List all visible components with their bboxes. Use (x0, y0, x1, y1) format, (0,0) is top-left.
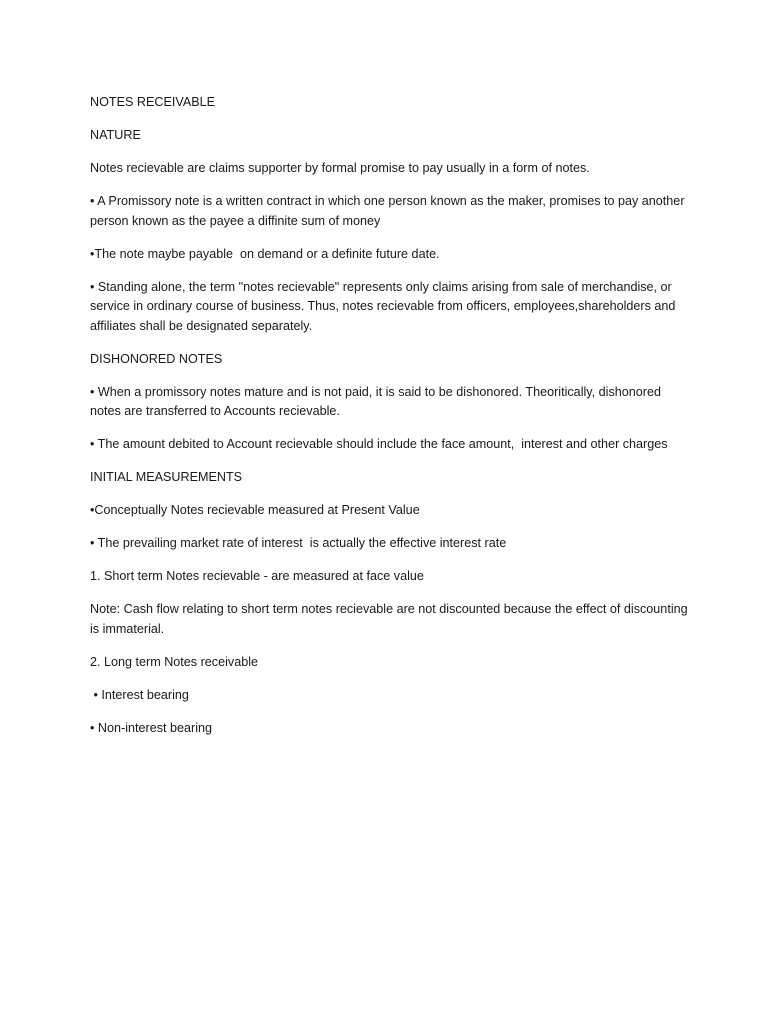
paragraph: Notes recievable are claims supporter by formal promise to pay usually in a form of notes. (90, 161, 590, 175)
bullet-item: • Interest bearing (90, 687, 189, 702)
numbered-item: 2. Long term Notes receivable (90, 654, 259, 669)
section-heading-dishonored-notes: DISHONORED NOTES (90, 351, 223, 366)
bullet-item: • The amount debited to Account recievable should include the face amount, interest and other charges (90, 437, 668, 451)
bullet-item: •Conceptually Notes recievable measured at Present Value (90, 503, 420, 517)
document-body (90, 93, 690, 752)
section-heading-nature: NATURE (90, 128, 141, 142)
bullet-item: • When a promissory notes mature and is not paid, it is said to be dishonored. Theoritically, dishonored notes are transferred to Accounts recievable. (90, 384, 665, 418)
section-heading-initial-measurements: INITIAL MEASUREMENTS (90, 470, 243, 484)
bullet-item: • Non-interest bearing (90, 720, 213, 735)
bullet-item: • Standing alone, the term "notes recievable" represents only claims arising from sale of merchandise, or service in ordinary course of business. Thus, notes recievable from officers, employees,shareholders and affiliates shall be designated separately. (90, 279, 679, 333)
bullet-item: • The prevailing market rate of interest is actually the effective interest rate (90, 536, 507, 550)
bullet-item: •The note maybe payable on demand or a definite future date. (90, 246, 440, 261)
note-paragraph: Note: Cash flow relating to short term notes recievable are not discounted because the effect of discounting is immaterial. (90, 602, 692, 636)
bullet-item: • A Promissory note is a written contract in which one person known as the maker, promises to pay another person known as the payee a diffinite sum of money (90, 194, 689, 228)
document-title: NOTES RECEIVABLE (90, 95, 216, 109)
numbered-item: 1. Short term Notes recievable - are measured at face value (90, 569, 424, 583)
